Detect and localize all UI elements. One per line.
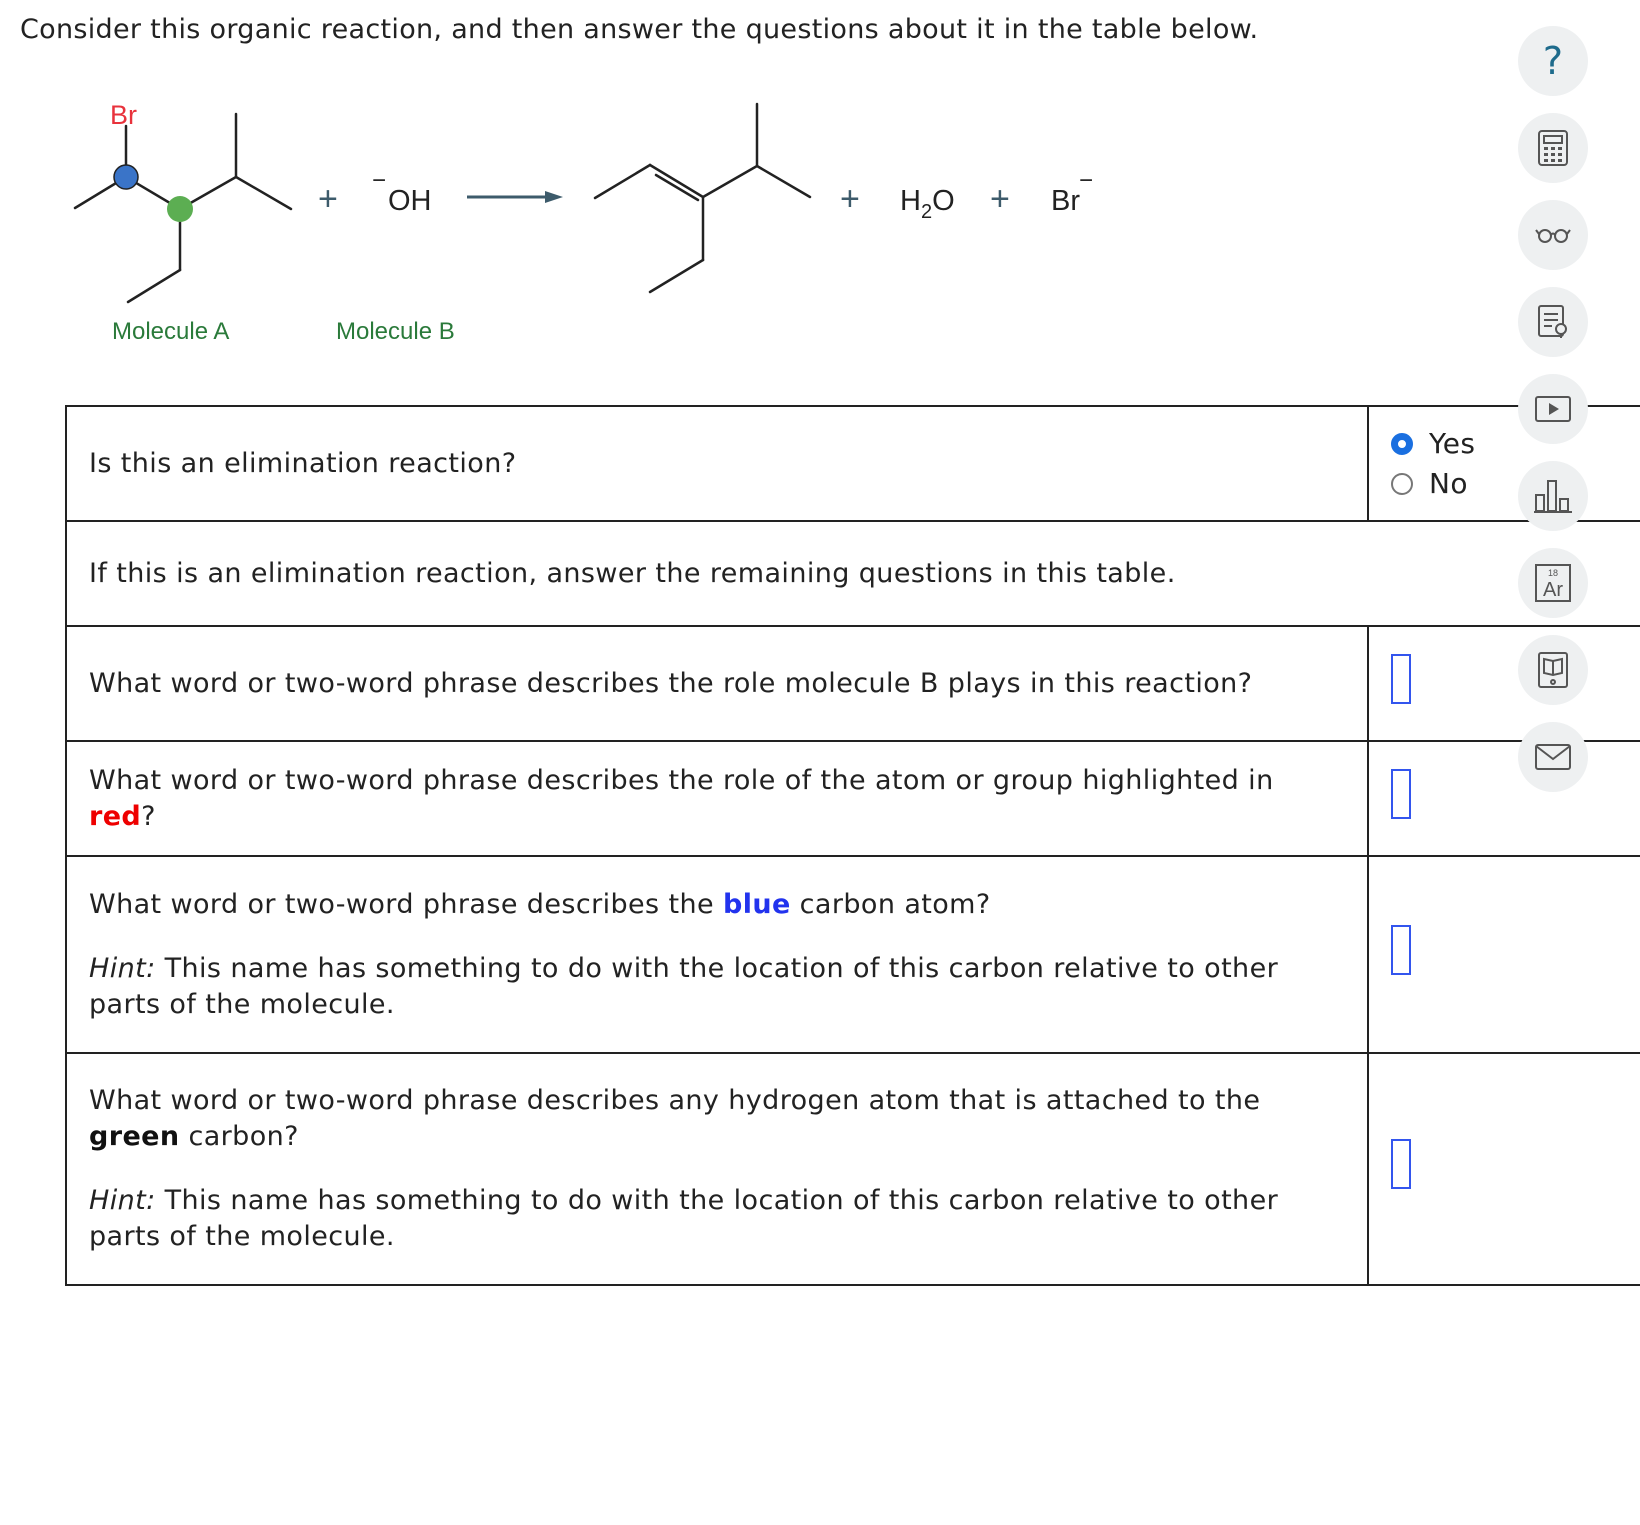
green-carbon <box>167 196 193 222</box>
answer-cell <box>1368 626 1640 741</box>
periodic-table-button[interactable] <box>1518 548 1588 618</box>
help-button[interactable] <box>1518 26 1588 96</box>
question-text: What word or two-word phrase describes the role of the atom or group highlighted in <box>89 764 1274 796</box>
water-label <box>900 185 955 223</box>
hydroxide-label: OH <box>388 185 432 217</box>
question-green-hydrogen <box>89 1083 1345 1155</box>
chart-button[interactable] <box>1518 461 1588 531</box>
green-highlight: green <box>89 1121 180 1152</box>
instruction-text: If this is an elimination reaction, answer the remaining questions in this table. <box>89 557 1176 589</box>
textbook-icon <box>1536 651 1570 689</box>
question-text: What word or two-word phrase describes the <box>89 888 723 920</box>
answer-cell <box>1368 1053 1640 1285</box>
hint-text: This name has something to do with the location of this carbon relative to other parts of the molecule. <box>89 1185 1279 1252</box>
plus-sign: + <box>840 180 860 218</box>
hint-label: Hint: <box>89 1185 156 1216</box>
blue-carbon <box>114 165 138 189</box>
bromine-label: Br <box>110 100 137 130</box>
radio-option-yes[interactable] <box>1391 424 1631 464</box>
mail-icon <box>1534 743 1572 771</box>
molecule-b-label: Molecule B <box>336 318 455 345</box>
hint-blue-carbon <box>89 951 1345 1023</box>
instruction-cell <box>66 521 1640 626</box>
question-text: carbon atom? <box>790 888 991 920</box>
hint-text: This name has something to do with the location of this carbon relative to other parts of the molecule. <box>89 952 1279 1020</box>
answer-cell <box>1368 856 1640 1053</box>
question-cell <box>66 406 1368 521</box>
hint-label: Hint: <box>89 952 156 984</box>
intro-text: Consider this organic reaction, and then answer the questions about it in the table below. <box>20 14 1259 45</box>
table-row <box>66 741 1640 856</box>
table-row <box>66 626 1640 741</box>
table-row <box>66 1053 1640 1285</box>
question-red-group <box>89 763 1345 835</box>
notes-button[interactable] <box>1518 287 1588 357</box>
help-icon: ? <box>1542 39 1564 83</box>
question-elimination: Is this an elimination reaction? <box>89 447 517 479</box>
chart-icon <box>1533 477 1573 515</box>
red-highlight: red <box>89 800 142 832</box>
bromide-label: Br <box>1051 185 1080 217</box>
reaction-arrow <box>467 191 563 203</box>
question-text: What word or two-word phrase describes any hydrogen atom that is attached to the <box>89 1085 1261 1116</box>
hint-green-hydrogen <box>89 1183 1345 1255</box>
table-row <box>66 406 1640 521</box>
blue-highlight: blue <box>722 888 791 920</box>
answer-cell <box>1368 406 1640 521</box>
periodic-mass: 18 <box>1547 568 1559 578</box>
alkene-product <box>595 104 810 292</box>
question-molecule-b-role: What word or two-word phrase describes the role molecule B plays in this reaction? <box>89 667 1253 699</box>
glasses-button[interactable] <box>1518 200 1588 270</box>
glasses-icon <box>1535 225 1571 245</box>
plus-sign: + <box>990 180 1010 218</box>
plus-sign: + <box>318 180 338 218</box>
question-table <box>65 405 1640 1286</box>
textbook-button[interactable] <box>1518 635 1588 705</box>
calculator-button[interactable] <box>1518 113 1588 183</box>
question-cell <box>66 626 1368 741</box>
radio-option-no[interactable] <box>1391 464 1631 504</box>
notes-icon <box>1536 304 1570 340</box>
water-subscript: 2 <box>920 201 933 223</box>
radio-yes[interactable] <box>1391 433 1413 455</box>
radio-no[interactable] <box>1391 473 1413 495</box>
question-cell <box>66 741 1368 856</box>
video-button[interactable] <box>1518 374 1588 444</box>
answer-input-blue-carbon[interactable] <box>1391 925 1411 975</box>
periodic-symbol: Ar <box>1543 579 1563 601</box>
radio-yes-label: Yes <box>1429 426 1476 460</box>
table-row <box>66 521 1640 626</box>
question-cell <box>66 1053 1368 1285</box>
video-icon <box>1534 395 1572 423</box>
answer-cell <box>1368 741 1640 856</box>
question-text: ? <box>141 800 156 832</box>
bromide-charge: − <box>1079 167 1094 194</box>
question-cell <box>66 856 1368 1053</box>
answer-input-red-group[interactable] <box>1391 769 1411 819</box>
answer-input-molecule-b[interactable] <box>1391 654 1411 704</box>
hydroxide-charge: − <box>372 167 387 194</box>
mail-button[interactable] <box>1518 722 1588 792</box>
question-blue-carbon <box>89 887 1345 923</box>
reaction-scheme <box>0 80 1180 380</box>
water-o: O <box>932 185 955 217</box>
answer-input-green-hydrogen[interactable] <box>1391 1139 1411 1189</box>
water-h: H <box>900 185 921 217</box>
molecule-a-label: Molecule A <box>112 318 230 345</box>
calculator-icon <box>1536 129 1570 167</box>
table-row <box>66 856 1640 1053</box>
question-text: carbon? <box>179 1121 299 1152</box>
radio-no-label: No <box>1429 466 1468 500</box>
periodic-table-icon <box>1534 563 1572 603</box>
